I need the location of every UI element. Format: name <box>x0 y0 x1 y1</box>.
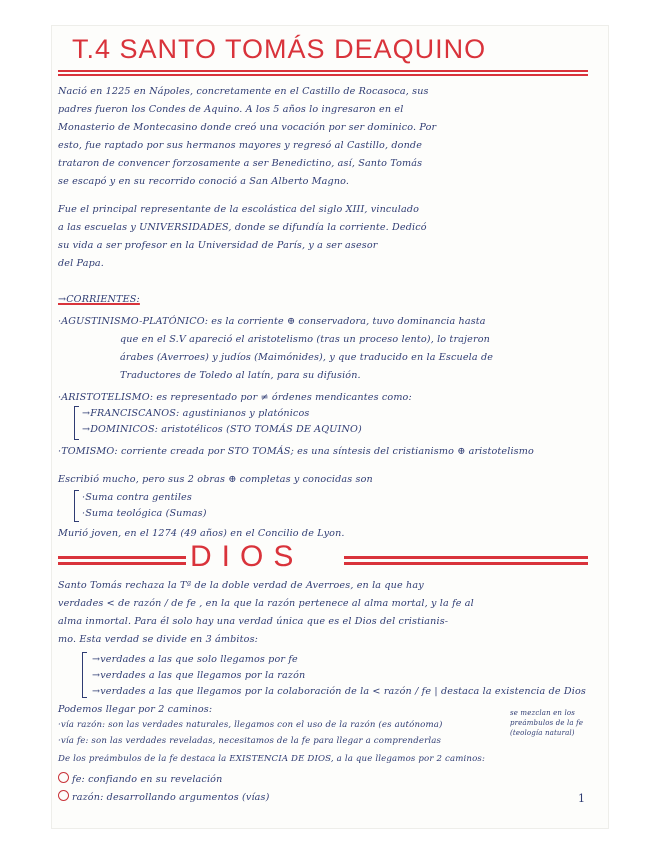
ambito-line: →verdades a las que llegamos por la colaboración de la < razón / fe | destaca la existencia de Dios <box>92 686 586 697</box>
agustinismo-line: ·AGUSTINISMO-PLATÓNICO: es la corriente ⊕ conservadora, tuvo dominancia hasta <box>58 316 486 327</box>
obras-intro: Escribió mucho, pero sus 2 obras ⊕ completas y conocidas son <box>58 474 373 485</box>
bracket <box>74 406 79 440</box>
page-title: T.4 SANTO TOMÁS DEAQUINO <box>72 34 487 64</box>
dios-rule-left-2 <box>58 562 186 565</box>
circle-bullet-icon <box>58 790 69 801</box>
bracket <box>82 652 87 698</box>
title-underline-2 <box>58 74 588 76</box>
aristotelismo-line: ·ARISTOTELISMO: es representado por ≠ órdenes mendicantes como: <box>58 392 412 403</box>
tomismo-line: ·TOMISMO: corriente creada por STO TOMÁS; es una síntesis del cristianismo ⊕ aristotelismo <box>58 446 534 457</box>
bracket <box>74 490 79 522</box>
role-line: Fue el principal representante de la escolástica del siglo XIII, vinculado <box>58 204 420 215</box>
dios-rule-right <box>344 556 588 559</box>
obra-item: ·Suma contra gentiles <box>82 492 192 503</box>
bio-line: trataron de convencer forzosamente a ser Benedictino, así, Santo Tomás <box>58 158 423 169</box>
agustinismo-line: que en el S.V apareció el aristotelismo (tras un proceso lento), lo trajeron <box>120 334 490 345</box>
circle-bullet-icon <box>58 772 69 783</box>
dios-line: mo. Esta verdad se divide en 3 ámbitos: <box>58 634 259 645</box>
preambulos-line: De los preámbulos de la fe destaca la EXISTENCIA DE DIOS, a la que llegamos por 2 caminos: <box>58 754 486 764</box>
dios-line: verdades < de razón / de fe , en la que la razón pertenece al alma mortal, y la fe al <box>58 598 474 609</box>
title-underline <box>58 70 588 72</box>
final-line <box>58 772 222 785</box>
final-text: fe: confiando en su revelación <box>72 774 223 785</box>
dios-rule-left <box>58 556 186 559</box>
final-text: razón: desarrollando argumentos (vías) <box>72 792 270 803</box>
final-line <box>58 790 270 803</box>
role-line: a las escuelas y UNIVERSIDADES, donde se difundía la corriente. Dedicó <box>58 222 427 233</box>
franciscanos-line: →FRANCISCANOS: agustinianos y platónicos <box>82 408 310 419</box>
caminos-intro: Podemos llegar por 2 caminos: <box>58 704 213 715</box>
ambito-line: →verdades a las que solo llegamos por fe <box>92 654 298 665</box>
dios-heading: DIOS <box>190 540 304 573</box>
dios-line: alma inmortal. Para él solo hay una verdad única que es el Dios del cristianis- <box>58 616 449 627</box>
bio-line: se escapó y en su recorrido conoció a San Alberto Magno. <box>58 176 350 187</box>
camino-item: ·vía fe: son las verdades reveladas, necesitamos de la fe para llegar a comprenderlas <box>58 736 442 746</box>
ambito-line: →verdades a las que llegamos por la razón <box>92 670 306 681</box>
page-number: 1 <box>578 792 585 805</box>
obra-item: ·Suma teológica (Sumas) <box>82 508 207 519</box>
agustinismo-line: árabes (Averroes) y judíos (Maimónides), y que traducido en la Escuela de <box>120 352 494 363</box>
role-line: su vida a ser profesor en la Universidad de París, y a ser asesor <box>58 240 378 251</box>
role-line: del Papa. <box>58 258 104 269</box>
muerte-line: Murió joven, en el 1274 (49 años) en el Concilio de Lyon. <box>58 528 345 539</box>
dios-line: Santo Tomás rechaza la Tª de la doble verdad de Averroes, en la que hay <box>58 580 424 591</box>
camino-item: ·vía razón: son las verdades naturales, llegamos con el uso de la razón (es autónoma) <box>58 720 443 730</box>
bio-line: esto, fue raptado por sus hermanos mayores y regresó al Castillo, donde <box>58 140 423 151</box>
dios-rule-right-2 <box>344 562 588 565</box>
bio-line: Monasterio de Montecasino donde creó una vocación por ser dominico. Por <box>58 122 437 133</box>
caminos-note: se mezclan en los preámbulos de la fe (teología natural) <box>510 709 584 737</box>
bio-line: Nació en 1225 en Nápoles, concretamente en el Castillo de Rocasoca, sus <box>58 86 429 97</box>
corrientes-heading: →CORRIENTES: <box>58 294 140 305</box>
agustinismo-line: Traductores de Toledo al latín, para su difusión. <box>120 370 361 381</box>
dominicos-line: →DOMINICOS: aristotélicos (STO TOMÁS DE AQUINO) <box>82 424 362 435</box>
bio-line: padres fueron los Condes de Aquino. A los 5 años lo ingresaron en el <box>58 104 404 115</box>
